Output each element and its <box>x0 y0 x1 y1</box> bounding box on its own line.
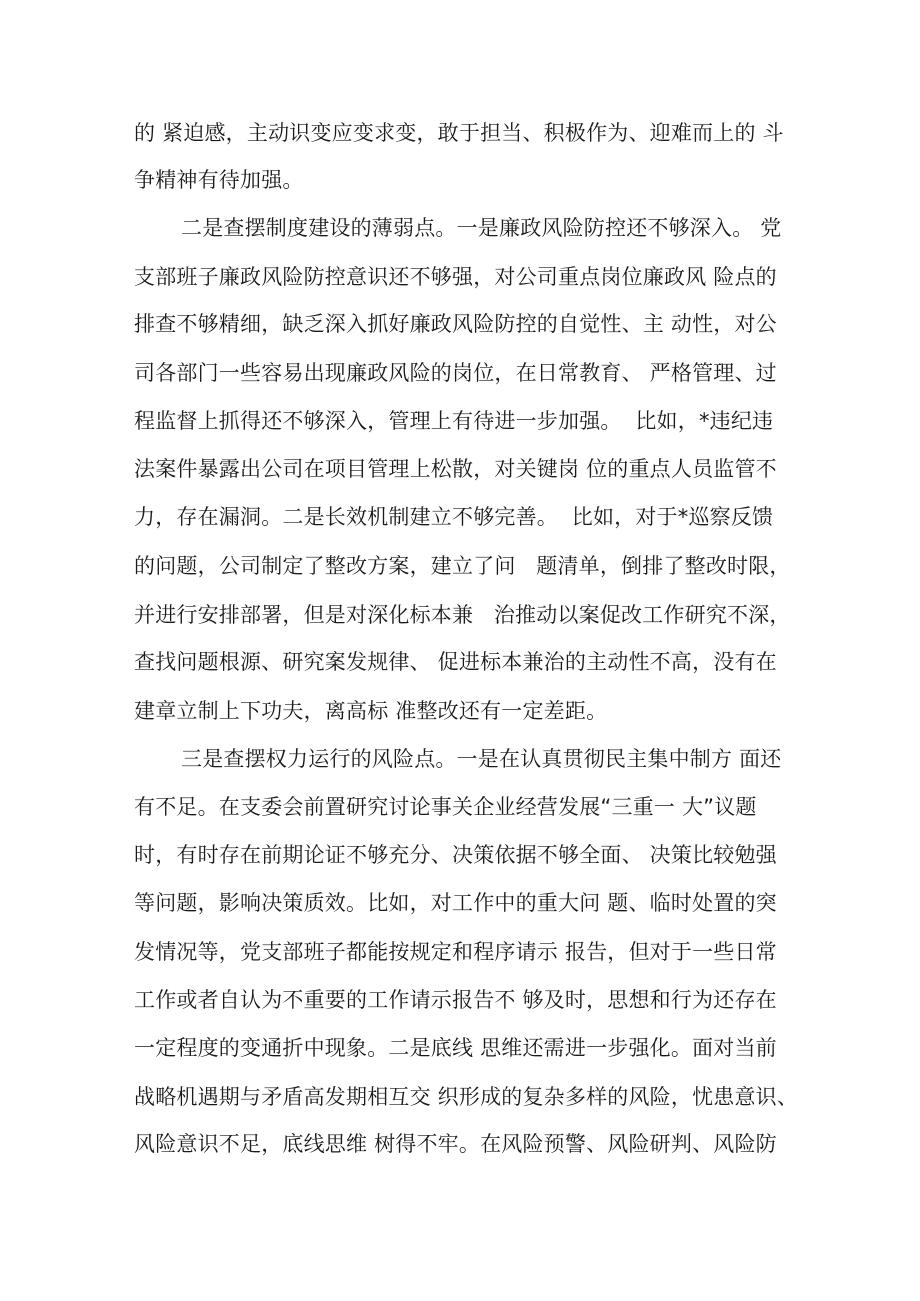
paragraph-first-line <box>0 739 920 779</box>
text-line-content: 支部班子廉政风险防控意识还不够强，对公司重点岗位廉政风 险点的 <box>134 265 777 289</box>
text-line-content: 司各部门一些容易出现廉政风险的岗位，在日常教育、 严格管理、过 <box>134 361 777 385</box>
text-line-content: 时，有时存在前期论证不够充分、决策依据不够全面、 决策比较勉强 <box>134 843 777 867</box>
text-line <box>0 353 920 393</box>
text-line-content: 二是查摆制度建设的薄弱点。一是廉政风险防控还不够深入。 党 <box>181 216 782 240</box>
text-line <box>0 1077 920 1117</box>
text-line <box>0 980 920 1020</box>
text-line-content: 力，存在漏洞。二是长效机制建立不够完善。 比如，对于*巡察反馈 <box>134 505 774 529</box>
text-line <box>0 1124 920 1164</box>
text-line-content: 并进行安排部署，但是对深化标本兼 治推动以案促改工作研究不深， <box>134 603 791 627</box>
text-line-content: 一定程度的变通折中现象。二是底线 思维还需进一步强化。面对当前 <box>134 1036 777 1060</box>
text-line-content: 法案件暴露出公司在项目管理上松散，对关键岗 位的重点人员监管不 <box>134 457 777 481</box>
text-line-content: 的 紧迫感，主动识变应变求变，敢于担当、积极作为、迎难而上的 斗 <box>134 121 784 145</box>
text-line-content: 发情况等，党支部班子都能按规定和程序请示 报告，但对于一些日常 <box>134 940 777 964</box>
text-line <box>0 932 920 972</box>
text-line-content: 等问题，影响决策质效。比如，对工作中的重大问 题、临时处置的突 <box>134 891 777 915</box>
text-line <box>0 642 920 682</box>
text-line <box>0 883 920 923</box>
text-line-content: 三是查摆权力运行的风险点。一是在认真贯彻民主集中制方 面还 <box>181 747 782 771</box>
text-line-content: 有不足。在支委会前置研究讨论事关企业经营发展“三重一 大”议题 <box>134 795 757 819</box>
text-line-content: 战略机遇期与矛盾高发期相互交 织形成的复杂多样的风险，忧患意识、 <box>134 1085 799 1109</box>
text-line <box>0 1028 920 1068</box>
text-line <box>0 595 920 635</box>
text-line <box>0 691 920 731</box>
text-line <box>0 160 920 200</box>
text-line <box>0 546 920 586</box>
text-line-content: 建章立制上下功夫，离高标 准整改还有一定差距。 <box>134 699 608 723</box>
text-line <box>0 835 920 875</box>
text-line <box>0 401 920 441</box>
text-line-content: 查找问题根源、研究案发规律、 促进标本兼治的主动性不高，没有在 <box>134 650 777 674</box>
text-line <box>0 304 920 344</box>
text-line-content: 程监督上抓得还不够深入，管理上有待进一步加强。 比如，*违纪违 <box>134 409 774 433</box>
text-line-content: 争精神有待加强。 <box>134 168 304 192</box>
text-line-content: 的问题，公司制定了整改方案，建立了问 题清单，倒排了整改时限， <box>134 554 791 578</box>
text-line-content: 风险意识不足，底线思维 树得不牢。在风险预警、风险研判、风险防 <box>134 1132 777 1156</box>
text-line-content: 工作或者自认为不重要的工作请示报告不 够及时，思想和行为还存在 <box>134 988 777 1012</box>
paragraph-first-line <box>0 208 920 248</box>
text-line <box>0 497 920 537</box>
text-line <box>0 257 920 297</box>
text-line <box>0 787 920 827</box>
text-line <box>0 449 920 489</box>
text-line <box>0 113 920 153</box>
text-line-content: 排查不够精细，缺乏深入抓好廉政风险防控的自觉性、主 动性，对公 <box>134 312 777 336</box>
